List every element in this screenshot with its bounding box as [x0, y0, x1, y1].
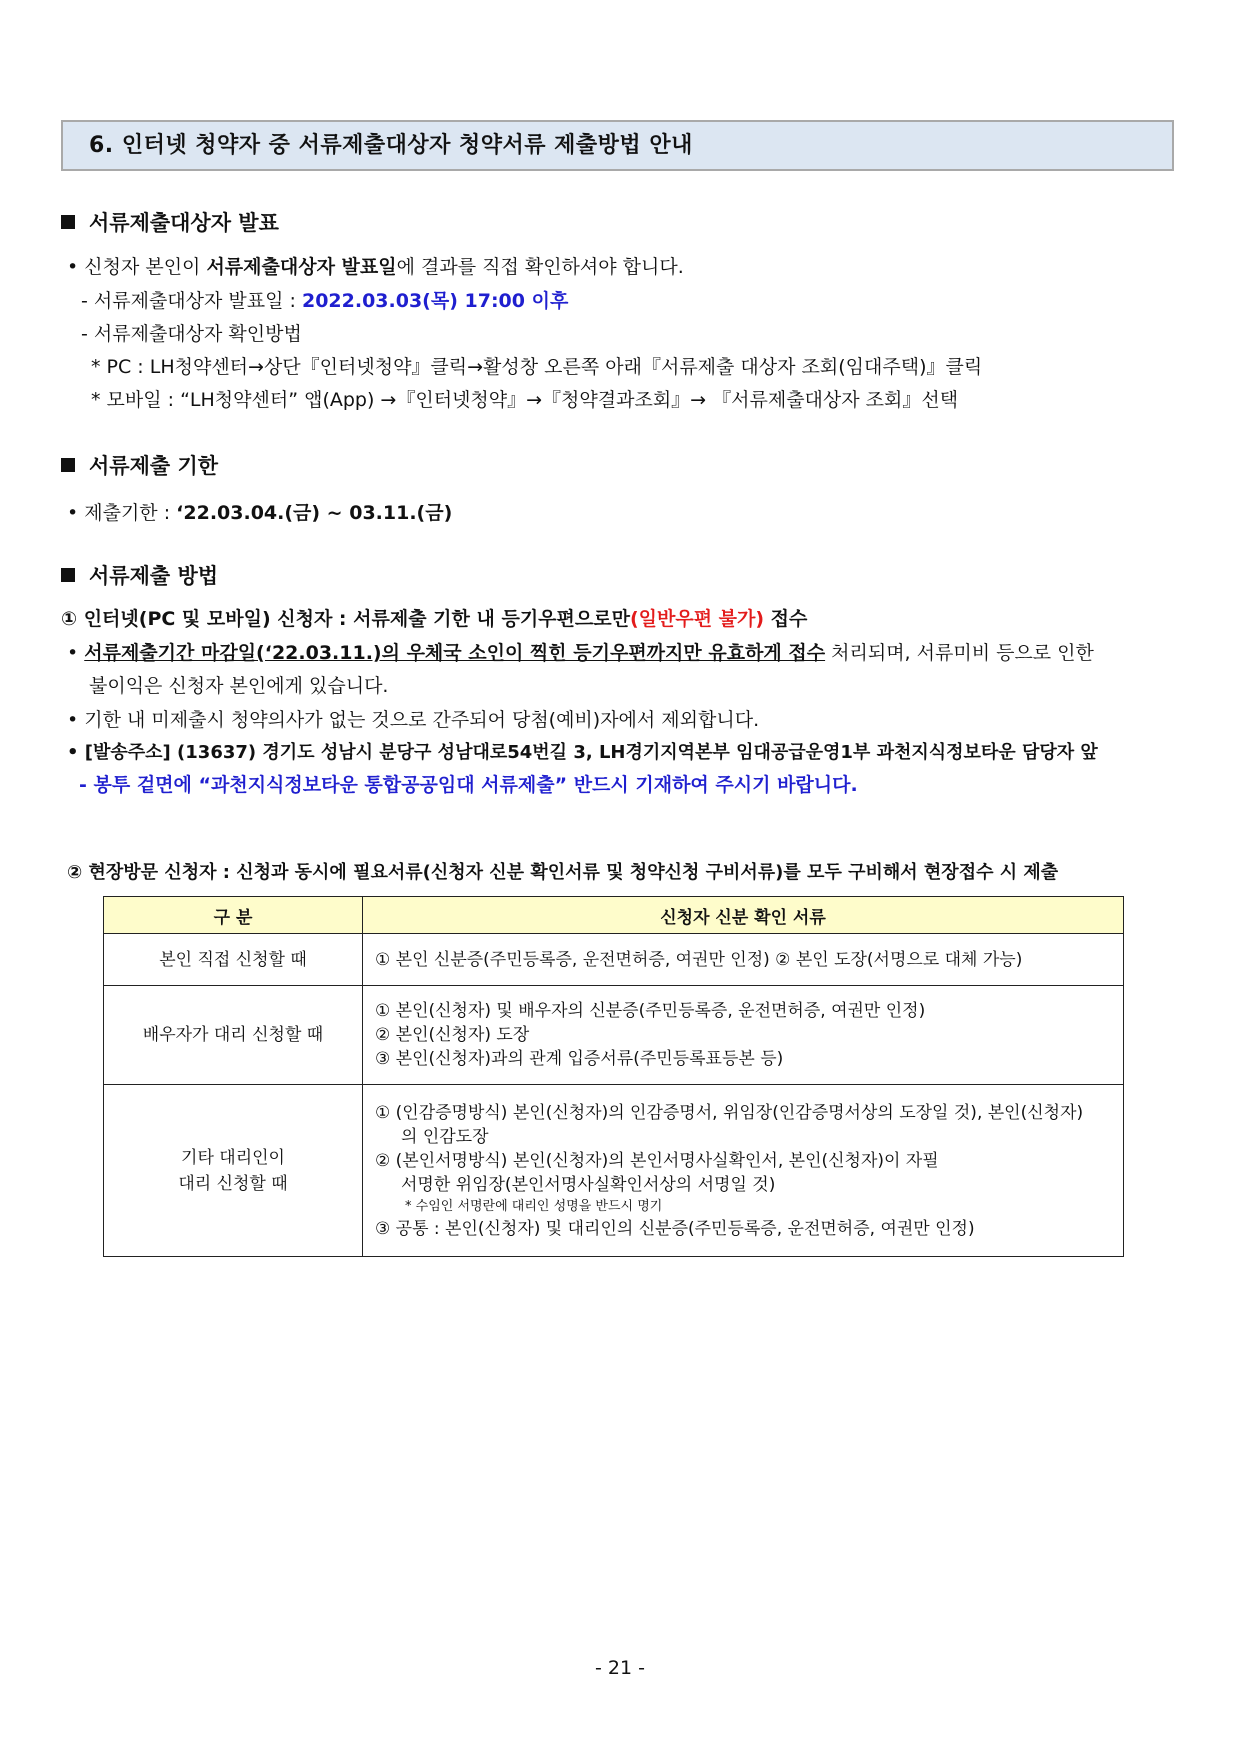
deadline-heading: 서류제출 기한	[61, 453, 218, 479]
announce-pc-method: * PC : LH청약센터→상단『인터넷청약』클릭→활성창 오른쪽 아래『서류제출 대상자 조회(임대주택)』클릭	[91, 356, 983, 378]
method-envelope-note: - 봉투 겉면에 “과천지식정보타운 통합공공임대 서류제출” 반드시 기재하여 주시기 바랍니다.	[79, 774, 858, 796]
method-bullet-2: • 기한 내 미제출시 청약의사가 없는 것으로 간주되어 당첨(예비)자에서 제외합니다.	[67, 709, 760, 731]
table-header-documents: 신청자 신분 확인 서류	[363, 897, 1124, 934]
id-documents-table	[103, 896, 1124, 1257]
doc-line: 의 인감도장	[401, 1126, 489, 1147]
doc-line: 서명한 위임장(본인서명사실확인서상의 서명일 것)	[401, 1174, 776, 1195]
announce-method-label: - 서류제출대상자 확인방법	[81, 323, 302, 345]
category-line: 기타 대리인이	[181, 1147, 285, 1168]
method-address: • [발송주소] (13637) 경기도 성남시 분당구 성남대로54번길 3, LH경기지역본부 임대공급운영1부 과천지식정보타운 담당자 앞	[67, 742, 1098, 763]
doc-line: ③ 공통 : 본인(신청자) 및 대리인의 신분증(주민등록증, 운전면허증, 여권만 인정)	[375, 1218, 975, 1239]
doc-line: ① 본인(신청자) 및 배우자의 신분증(주민등록증, 운전면허증, 여권만 인정)	[375, 1001, 926, 1021]
square-bullet-icon	[61, 215, 75, 229]
method-item-1: ① 인터넷(PC 및 모바일) 신청자 : 서류제출 기한 내 등기우편으로만(일반우편 불가) 접수	[61, 608, 808, 630]
announce-line-1: • 신청자 본인이 서류제출대상자 발표일에 결과를 직접 확인하셔야 합니다.	[67, 256, 684, 278]
table-row	[104, 986, 1124, 1085]
row-category	[104, 1085, 363, 1257]
category-line: 대리 신청할 때	[178, 1173, 288, 1194]
table-header-category: 구 분	[104, 897, 363, 934]
row-category: 본인 직접 신청할 때	[104, 934, 363, 986]
table-row	[104, 934, 1124, 986]
method-bullet-1: • 서류제출기간 마감일(‘22.03.11.)의 우체국 소인이 찍힌 등기우편까지만 유효하게 접수 처리되며, 서류미비 등으로 인한	[67, 642, 1094, 664]
row-category: 배우자가 대리 신청할 때	[104, 986, 363, 1085]
row-documents	[363, 986, 1124, 1085]
table-header-row	[104, 897, 1124, 934]
page-number: - 21 -	[595, 1657, 645, 1679]
square-bullet-icon	[61, 568, 75, 582]
method-heading: 서류제출 방법	[61, 563, 218, 589]
announce-heading: 서류제출대상자 발표	[61, 210, 279, 236]
doc-note: * 수임인 서명란에 대리인 성명을 반드시 명기	[405, 1198, 663, 1214]
doc-line: ③ 본인(신청자)과의 관계 입증서류(주민등록표등본 등)	[375, 1049, 784, 1069]
square-bullet-icon	[61, 458, 75, 472]
announce-mobile-method: * 모바일 : “LH청약센터” 앱(App) →『인터넷청약』→『청약결과조회』→ 『서류제출대상자 조회』선택	[91, 389, 959, 411]
table-row	[104, 1085, 1124, 1257]
method-bullet-1-cont: 불이익은 신청자 본인에게 있습니다.	[89, 675, 389, 697]
method-item-2: ② 현장방문 신청자 : 신청과 동시에 필요서류(신청자 신분 확인서류 및 청약신청 구비서류)를 모두 구비해서 현장접수 시 제출	[67, 862, 1059, 883]
row-documents: ① 본인 신분증(주민등록증, 운전면허증, 여권만 인정) ② 본인 도장(서명으로 대체 가능)	[363, 934, 1124, 986]
doc-line: ① (인감증명방식) 본인(신청자)의 인감증명서, 위임장(인감증명서상의 도장일 것), 본인(신청자)	[375, 1102, 1084, 1123]
doc-line: ② (본인서명방식) 본인(신청자)의 본인서명사실확인서, 본인(신청자)이 자필	[375, 1150, 939, 1171]
announce-date-line: - 서류제출대상자 발표일 : 2022.03.03(목) 17:00 이후	[81, 290, 569, 312]
row-documents	[363, 1085, 1124, 1257]
deadline-line: • 제출기한 : ‘22.03.04.(금) ~ 03.11.(금)	[67, 502, 453, 524]
doc-line: ② 본인(신청자) 도장	[375, 1025, 530, 1045]
section-title: 6. 인터넷 청약자 중 서류제출대상자 청약서류 제출방법 안내	[61, 120, 1174, 171]
